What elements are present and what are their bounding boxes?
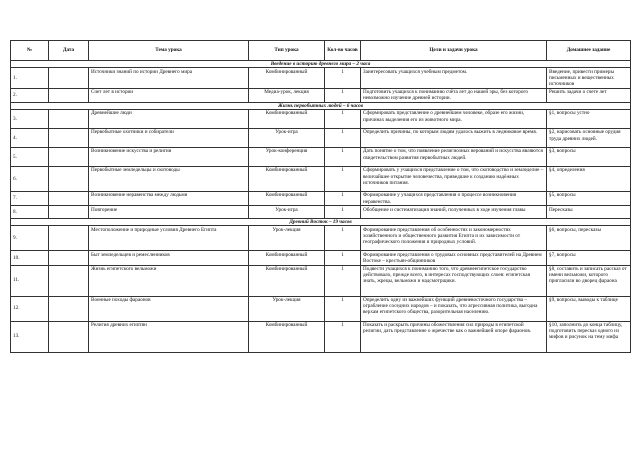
header-row bbox=[11, 41, 631, 61]
header-date: Дата bbox=[49, 41, 89, 61]
row-homework: §6, вопросы, пересказы bbox=[547, 226, 631, 251]
row-hours: 1 bbox=[325, 68, 361, 88]
row-type: Урок-лекция bbox=[249, 296, 325, 321]
table-row bbox=[11, 166, 631, 191]
row-num: 6. bbox=[11, 166, 49, 191]
row-topic: Первобытные охотники и собиратели bbox=[89, 128, 249, 147]
lesson-plan-table bbox=[10, 40, 631, 353]
row-goals: Сформировать у учащихся представление о том, что скотоводство и земледелие – величайшее открытие человечества, приведшие к созданию надёжных источников питания. bbox=[361, 166, 547, 191]
row-type: Комбинированный bbox=[249, 265, 325, 296]
row-topic: Военные походы фараонов bbox=[89, 296, 249, 321]
header-hours: Кол-во часов bbox=[325, 41, 361, 61]
row-homework: §3, вопросы bbox=[547, 147, 631, 166]
row-date bbox=[49, 321, 89, 352]
row-hours: 1 bbox=[325, 147, 361, 166]
row-goals: Формирование представления о трудовых основных представителей на Древнем Востоке – крестьян-общинников bbox=[361, 251, 547, 265]
row-homework: §10, заполнить до конца таблицу, подготовить пересказ одного из мифов и рисунок на тему мифа bbox=[547, 321, 631, 352]
row-type: Комбинированный bbox=[249, 191, 325, 205]
row-num: 11. bbox=[11, 265, 49, 296]
header-goals: Цели и задачи урока bbox=[361, 41, 547, 61]
row-num: 13. bbox=[11, 321, 49, 352]
row-hours: 1 bbox=[325, 226, 361, 251]
row-type: Комбинированный bbox=[249, 166, 325, 191]
row-date bbox=[49, 296, 89, 321]
table-row bbox=[11, 68, 631, 88]
row-topic: Местоположение и природные условия Древнего Египта bbox=[89, 226, 249, 251]
table-row bbox=[11, 109, 631, 128]
row-goals: Определить одну из важнейших функций древневосточного государства – ограбление соседних народов – и показать, что агрессивная политика, выгодна верхам египетского общества, разорительная населению. bbox=[361, 296, 547, 321]
table-row bbox=[11, 265, 631, 296]
row-hours: 1 bbox=[325, 265, 361, 296]
table-row bbox=[11, 88, 631, 102]
row-date bbox=[49, 166, 89, 191]
row-homework: §8, составить и записать рассказ от имени вельможи, которого пригласили во дворец фараона bbox=[547, 265, 631, 296]
row-num: 7. bbox=[11, 191, 49, 205]
header-num: № bbox=[11, 41, 49, 61]
row-type: Комбинированный bbox=[249, 251, 325, 265]
row-type: Урок-конференция bbox=[249, 147, 325, 166]
row-hours: 1 bbox=[325, 109, 361, 128]
section-row bbox=[11, 61, 631, 68]
section-row bbox=[11, 219, 631, 226]
row-type: Комбинированный bbox=[249, 109, 325, 128]
row-hours: 1 bbox=[325, 251, 361, 265]
section-row bbox=[11, 102, 631, 109]
row-type: Комбинированный bbox=[249, 68, 325, 88]
row-hours: 1 bbox=[325, 191, 361, 205]
row-date bbox=[49, 88, 89, 102]
row-goals: Определить причины, по которым людям удалось выжить в ледниковое время. bbox=[361, 128, 547, 147]
row-num: 1. bbox=[11, 68, 49, 88]
row-hours: 1 bbox=[325, 296, 361, 321]
row-goals: Заинтересовать учащихся учебным предметом. bbox=[361, 68, 547, 88]
row-type: Урок-игра bbox=[249, 206, 325, 219]
row-homework: §2, нарисовать основные орудия труда древних людей. bbox=[547, 128, 631, 147]
row-goals: Сформировать представление о древнейшем человеке, образе его жизни, причинах выделения его из животного мира. bbox=[361, 109, 547, 128]
header-topic: Тема урока bbox=[89, 41, 249, 61]
row-homework: Решить задачи о счете лет bbox=[547, 88, 631, 102]
row-topic: Возникновение искусства и религии bbox=[89, 147, 249, 166]
row-hours: 1 bbox=[325, 206, 361, 219]
row-topic: Повторение bbox=[89, 206, 249, 219]
section-title: Жизнь первобытных людей – 6 часов bbox=[11, 102, 631, 109]
row-goals: Подвести учащихся к пониманию того, что древнеегипетское государство действовало, прежде всего, в интересах господствующих слоев: египетская знать, жрецы, вельможи и надсмотрщики. bbox=[361, 265, 547, 296]
row-num: 9. bbox=[11, 226, 49, 251]
row-num: 2. bbox=[11, 88, 49, 102]
row-date bbox=[49, 128, 89, 147]
row-date bbox=[49, 109, 89, 128]
row-topic: Источники знаний по истории Древнего мира bbox=[89, 68, 249, 88]
row-homework: Пересказы bbox=[547, 206, 631, 219]
row-date bbox=[49, 251, 89, 265]
row-topic: Первобытные земледельцы и скотоводы bbox=[89, 166, 249, 191]
row-homework: §9, вопросы, выводы к таблице bbox=[547, 296, 631, 321]
row-date bbox=[49, 265, 89, 296]
row-type: Медиа-урок, лекция bbox=[249, 88, 325, 102]
row-num: 12. bbox=[11, 296, 49, 321]
header-type: Тип урока bbox=[249, 41, 325, 61]
table-row bbox=[11, 206, 631, 219]
row-hours: 1 bbox=[325, 88, 361, 102]
row-goals: Формирование у учащихся представления о процессе возникновения неравенства. bbox=[361, 191, 547, 205]
row-type: Урок-игра bbox=[249, 128, 325, 147]
row-homework: §1, вопросы устно bbox=[547, 109, 631, 128]
row-date bbox=[49, 68, 89, 88]
table-row bbox=[11, 251, 631, 265]
table-row bbox=[11, 296, 631, 321]
row-type: Урок-лекция bbox=[249, 226, 325, 251]
table-row bbox=[11, 226, 631, 251]
row-goals: Обобщение и систематизация знаний, полученных в ходе изучения главы bbox=[361, 206, 547, 219]
row-date bbox=[49, 147, 89, 166]
row-topic: Счет лет в истории bbox=[89, 88, 249, 102]
row-goals: Формирование представления об особенностях и закономерностях хозяйственного и общественного развития Египта и их зависимости от географического положения и природных условий. bbox=[361, 226, 547, 251]
row-homework: §4, определения bbox=[547, 166, 631, 191]
row-goals: Подготовить учащихся к пониманию счёта лет до нашей эры, без которого невозможно изучение древней истории. bbox=[361, 88, 547, 102]
header-homework: Домашнее задание bbox=[547, 41, 631, 61]
row-topic: Возникновение неравенства между людьми bbox=[89, 191, 249, 205]
table-row bbox=[11, 191, 631, 205]
row-hours: 1 bbox=[325, 166, 361, 191]
row-goals: Дать понятие о том, что появление религиозных верований и искусства являются свидетельством развития первобытных людей. bbox=[361, 147, 547, 166]
row-num: 4. bbox=[11, 128, 49, 147]
row-topic: Жизнь египетского вельможи bbox=[89, 265, 249, 296]
row-homework: §5, вопросы bbox=[547, 191, 631, 205]
table-row bbox=[11, 321, 631, 352]
row-date bbox=[49, 206, 89, 219]
row-topic: Древнейшие люди bbox=[89, 109, 249, 128]
row-type: Комбинированный bbox=[249, 321, 325, 352]
row-homework: Введение, привести примеры письменных и вещественных источников bbox=[547, 68, 631, 88]
table-row bbox=[11, 147, 631, 166]
table-row bbox=[11, 128, 631, 147]
section-title: Древний Восток – 19 часов bbox=[11, 219, 631, 226]
row-date bbox=[49, 226, 89, 251]
section-title: Введение в историю древнего мира – 2 часа bbox=[11, 61, 631, 68]
row-topic: Религия древних египтян bbox=[89, 321, 249, 352]
row-num: 3. bbox=[11, 109, 49, 128]
row-goals: Показать и раскрыть причины обожествления сил природы в египетской религии, дать представление о жречестве как о важнейшей опоре фараонов. bbox=[361, 321, 547, 352]
row-hours: 1 bbox=[325, 321, 361, 352]
row-homework: §7, вопросы bbox=[547, 251, 631, 265]
row-num: 5. bbox=[11, 147, 49, 166]
row-topic: Быт земледельцев и ремесленников bbox=[89, 251, 249, 265]
row-date bbox=[49, 191, 89, 205]
row-hours: 1 bbox=[325, 128, 361, 147]
row-num: 10. bbox=[11, 251, 49, 265]
row-num: 8. bbox=[11, 206, 49, 219]
